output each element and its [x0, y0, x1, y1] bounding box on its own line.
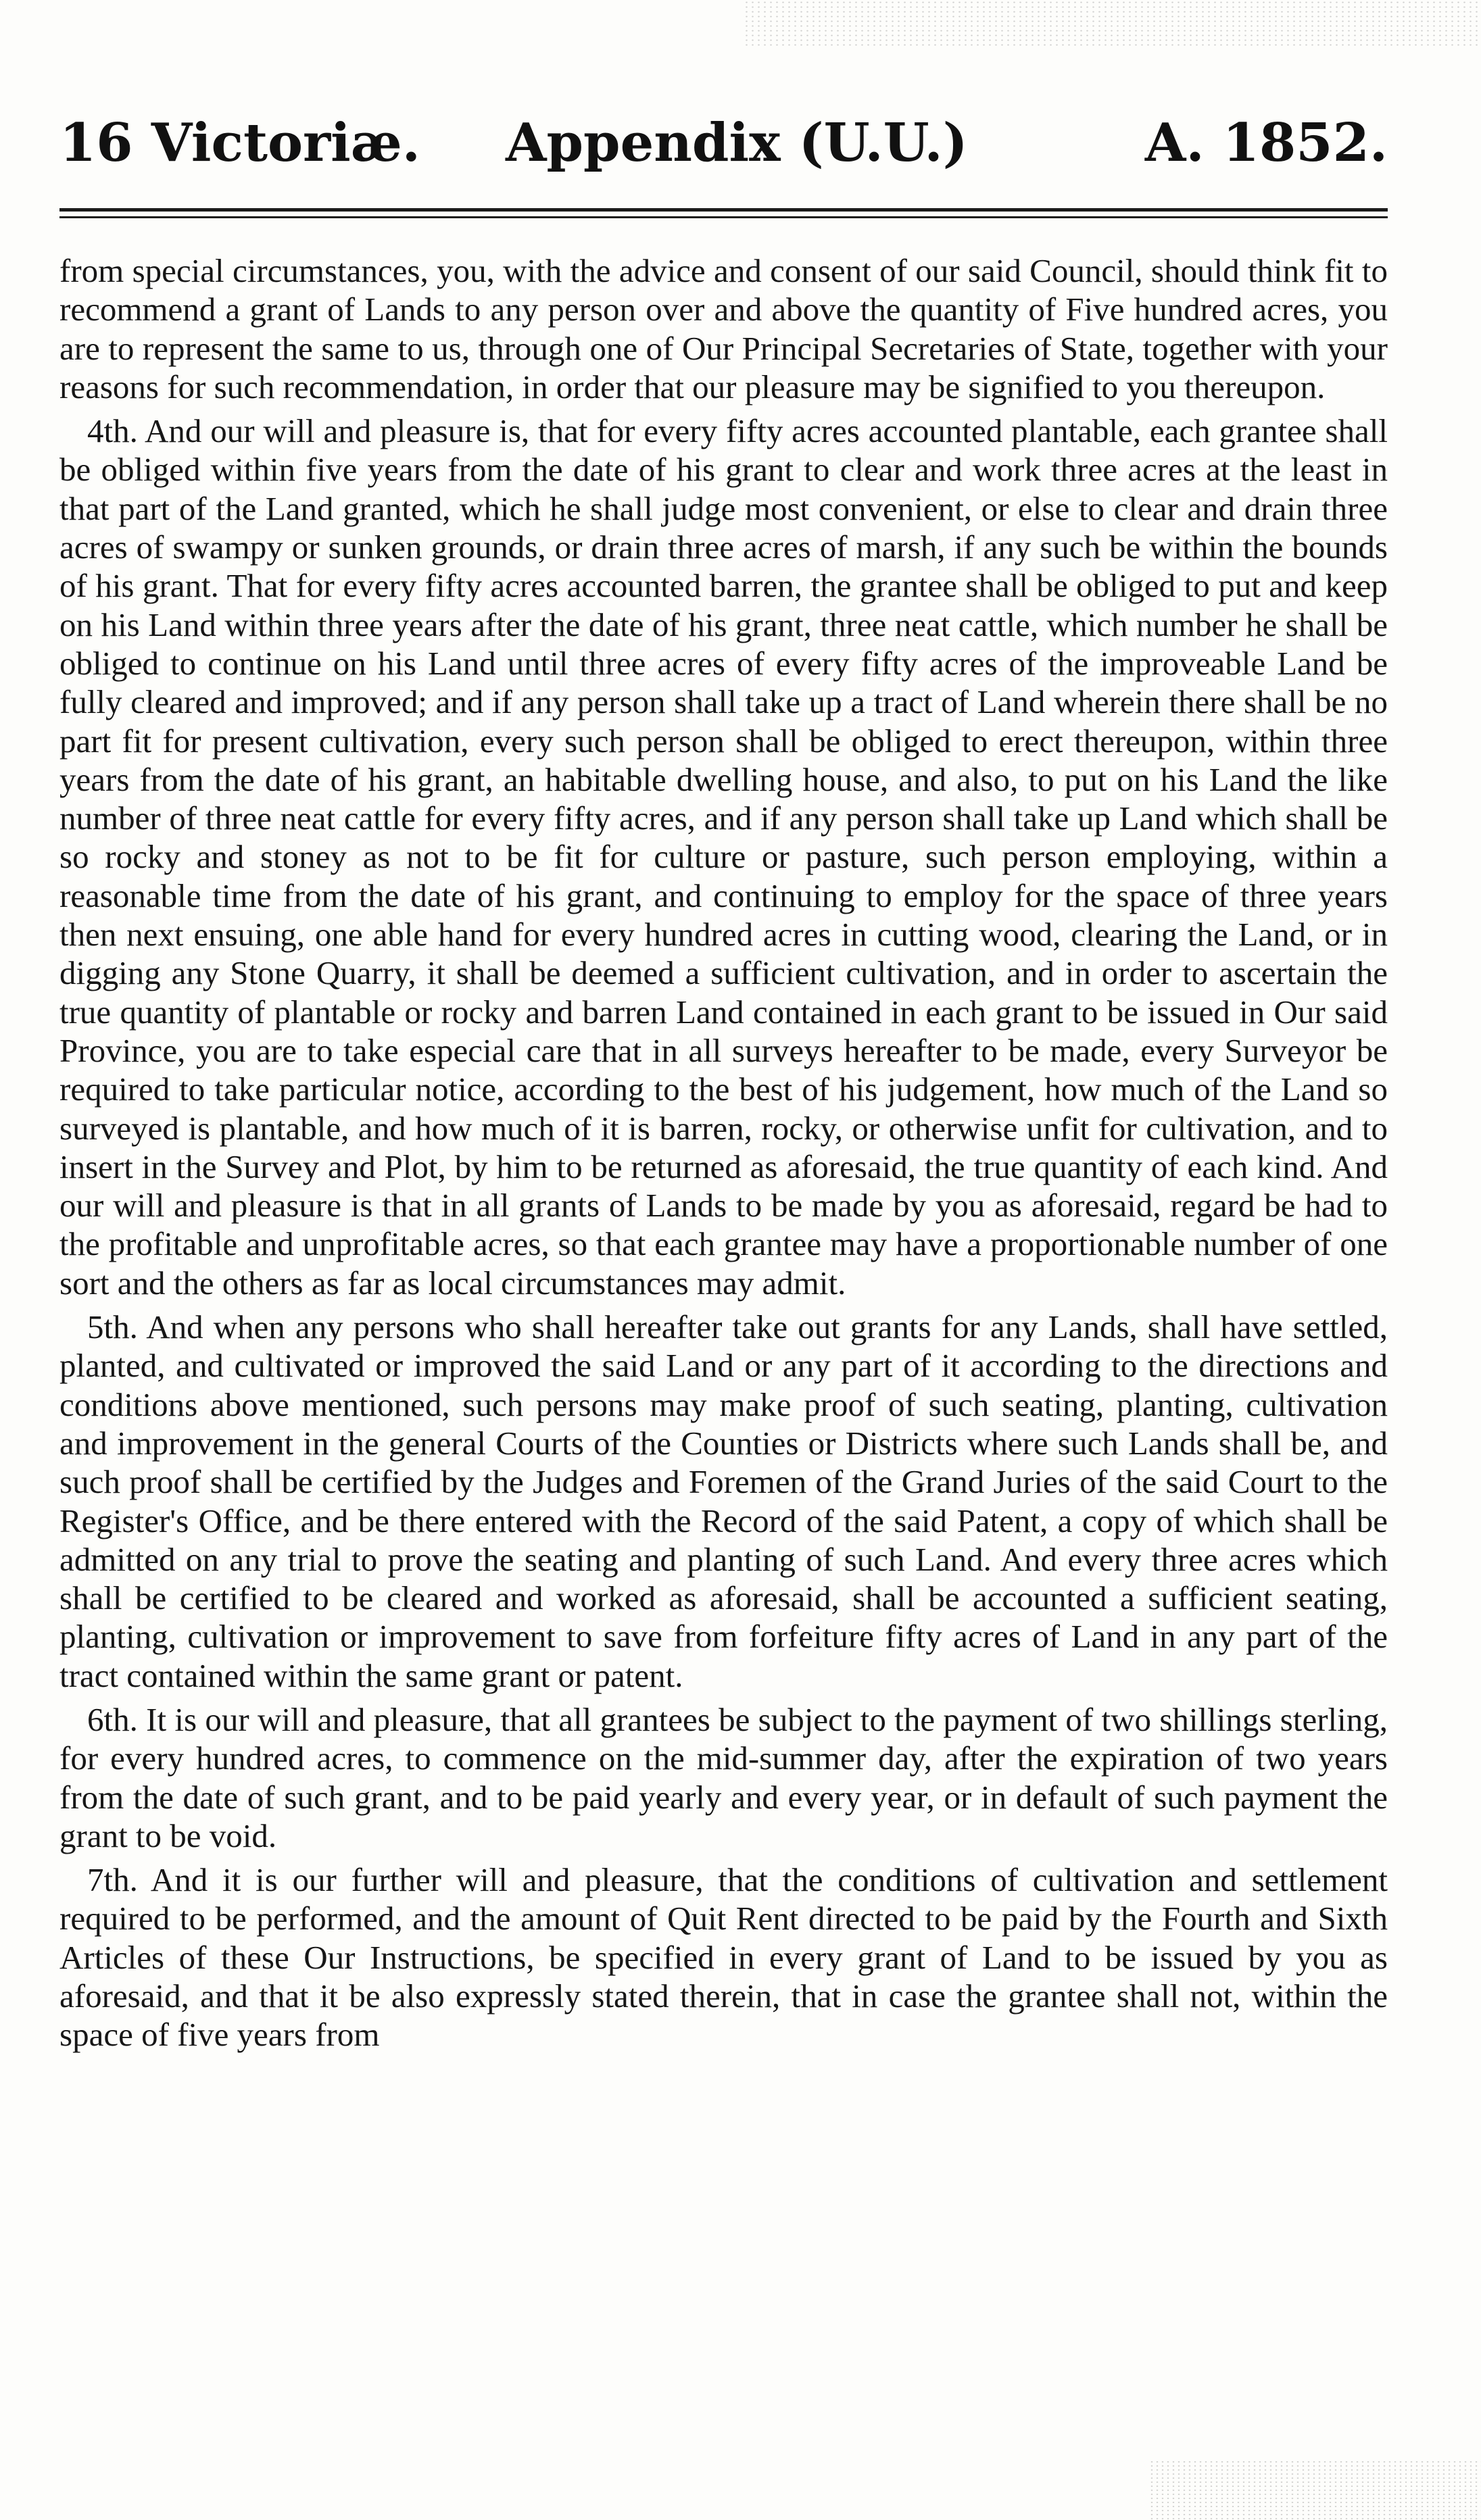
scan-speckle-bottom: [1149, 2460, 1481, 2520]
paragraph-article-4: 4th. And our will and pleasure is, that for every fifty acres accounted plantable, each grantee shall be obliged within five years from the date of his grant to clear and work three acres at the least in that part of the Land granted, which he shall judge most convenient, or else to clear and drain three acres of swampy or sunken grounds, or drain three acres of marsh, if any such be within the bounds of his grant. That for every fifty acres accounted barren, the grantee shall be obliged to put and keep on his Land within three years after the date of his grant, three neat cattle, which number he shall be obliged to continue on his Land until three acres of every fifty acres of the improveable Land be fully cleared and improved; and if any person shall take up a tract of Land wherein there shall be no part fit for present cultivation, every such person shall be obliged to erect thereupon, within three years from the date of his grant, an habitable dwelling house, and also, to put on his Land the like number of three neat cattle for every fifty acres, and if any person shall take up Land which shall be so rocky and stoney as not to be fit for culture or pasture, such person employing, within a reasonable time from the date of his grant, and continuing to employ for the space of three years then next ensuing, one able hand for every hundred acres in cutting wood, clearing the Land, or in digging any Stone Quarry, it shall be deemed a sufficient cultivation, and in order to ascertain the true quantity of plantable or rocky and barren Land contained in each grant to be issued in Our said Province, you are to take especial care that in all surveys hereafter to be made, every Surveyor be required to take particular notice, according to the best of his judgement, how much of the Land so surveyed is plantable, and how much of it is barren, rocky, or otherwise unfit for cultivation, and to insert in the Survey and Plot, by him to be returned as aforesaid, the true quantity of each kind. And our will and pleasure is that in all grants of Lands to be made by you as aforesaid, regard be had to the profitable and unprofitable acres, so that each grantee may have a proportionable number of one sort and the others as far as local circumstances may admit.: [59, 412, 1388, 1302]
header-appendix: Appendix (U.U.): [506, 112, 968, 174]
header-regnal-year: 16 Victoriæ.: [59, 112, 420, 174]
header-rule-thin: [59, 216, 1388, 218]
scan-speckle-top: [744, 0, 1481, 47]
header-rule-thick: [59, 208, 1388, 212]
body-text: [59, 251, 1388, 2060]
paragraph-continuation: from special circumstances, you, with the advice and consent of our said Council, should think fit to recommend a grant of Lands to any person over and above the quantity of Five hundred acres, you are to represent the same to us, through one of Our Principal Secretaries of State, together with your reasons for such recommendation, in order that our pleasure may be signified to you thereupon.: [59, 252, 1388, 405]
paragraph-article-6: 6th. It is our will and pleasure, that all grantees be subject to the payment of two shillings sterling, for every hundred acres, to commence on the mid-summer day, after the expiration of two years from the date of such grant, and to be paid yearly and every year, or in default of such payment the grant to be void.: [59, 1700, 1388, 1854]
paragraph-article-7: 7th. And it is our further will and pleasure, that the conditions of cultivation and settlement required to be performed, and the amount of Quit Rent directed to be paid by the Fourth and Sixth Articles of these Our Instructions, be specified in every grant of Land to be issued by you as aforesaid, and that it be also expressly stated therein, that in case the grantee shall not, within the space of five years from: [59, 1861, 1388, 2054]
header-year: A. 1852.: [1144, 112, 1388, 174]
paragraph-article-5: 5th. And when any persons who shall hereafter take out grants for any Lands, shall have settled, planted, and cultivated or improved the said Land or any part of it according to the directions and conditions above mentioned, such persons may make proof of such seating, planting, cultivation and improvement in the general Courts of the Counties or Districts where such Lands shall be, and such proof shall be certified by the Judges and Foremen of the Grand Juries of the said Court to the Register's Office, and be there entered with the Record of the said Patent, a copy of which shall be admitted on any trial to prove the seating and planting of such Land. And every three acres which shall be certified to be cleared and worked as aforesaid, shall be accounted a sufficient seating, planting, cultivation or improvement to save from forfeiture fifty acres of Land in any part of the tract contained within the same grant or patent.: [59, 1308, 1388, 1694]
running-header: [59, 109, 1388, 184]
